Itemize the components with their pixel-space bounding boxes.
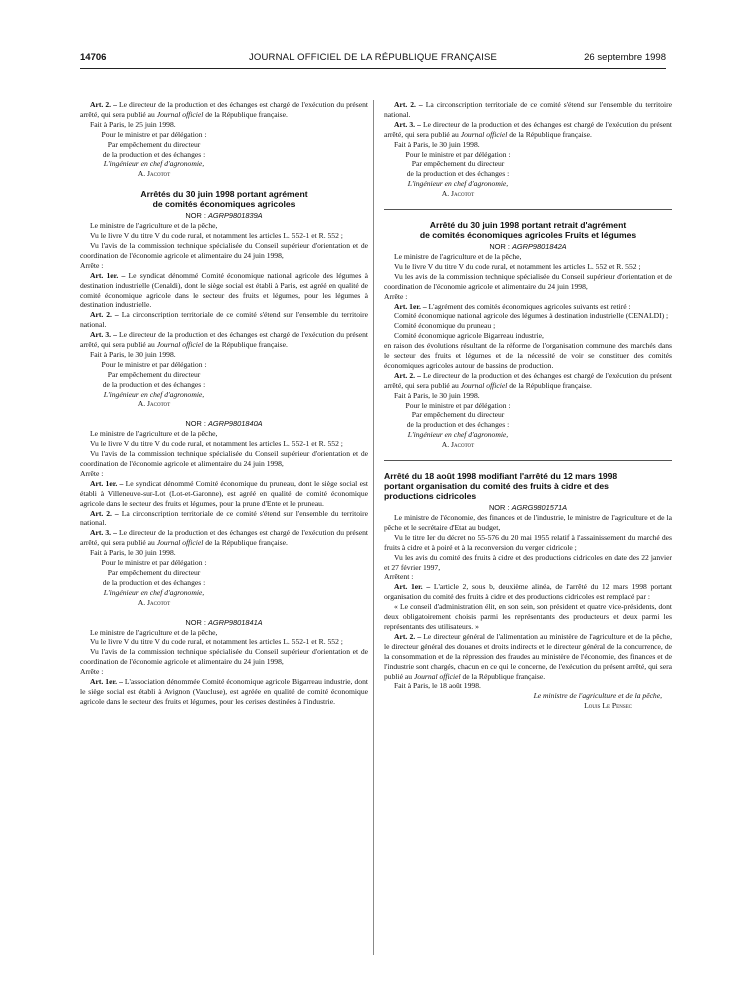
article-paragraph: Art. 1er. – Le syndicat dénommé Comité économique du pruneau, dont le siège social est établi à Villeneuve-sur-Lot (Lot-et-Garonne), est agréé en qualité de comité économique agricole dans le secteur des fruits et légumes, pour la prune d'Ente et le pruneau.	[80, 478, 368, 508]
signature-line: Pour le ministre et par délégation :	[101, 359, 207, 369]
signature-line: Par empêchement du directeur	[411, 159, 505, 169]
signature-line: L'ingénieur en chef d'agronomie,	[103, 389, 205, 399]
signature-line: de la production et des échanges :	[102, 149, 206, 159]
right-column	[384, 100, 672, 711]
article-paragraph: Art. 3. – Le directeur de la production et des échanges est chargé de l'exécution du présent arrêté, qui sera publié au Journal officiel de la République française.	[384, 119, 672, 139]
signature-line: Le ministre de l'agriculture et de la pêche,	[533, 691, 662, 701]
list-item: Comité économique national agricole des légumes à destination industrielle (CENALDI) ;	[394, 311, 669, 321]
article-paragraph: Art. 3. – Le directeur de la production et des échanges est chargé de l'exécution du présent arrêté, qui sera publié au Journal officiel de la République française.	[80, 330, 368, 350]
article-paragraph: Art. 1er. – L'article 2, sous b, deuxième alinéa, de l'arrêté du 12 mars 1998 portant organisation du comité des fruits à cidre et des productions cidricoles est remplacé par :	[384, 582, 672, 602]
page-number: 14706	[80, 52, 107, 63]
paragraph: Vu le livre V du titre V du code rural, et notamment les articles L. 552 et R. 552 ;	[394, 261, 641, 271]
left-column	[80, 100, 368, 707]
list-item: Comité économique agricole Bigarreau industrie,	[394, 331, 544, 341]
article-paragraph: Art. 2. – Le directeur général de l'alimentation au ministère de l'agriculture et de la pêche, le directeur général des douanes et droits indirects et le directeur général de la concurrence, de la consommation et de la répression des fraudes au ministère de l'économie, des finances et de l'industrie sont chargés, chacun en ce qui le concerne, de l'exécution du présent arrêté, qui sera publié au Journal officiel de la République française.	[384, 631, 672, 681]
nor-reference: NOR : AGRP9801839A	[185, 211, 263, 221]
paragraph: Vu les avis du comité des fruits à cidre et des productions cidricoles en date des 22 janvier et 27 février 1997,	[384, 552, 672, 572]
signature-name: A. Jacotot	[137, 597, 171, 607]
signature-line: de la production et des échanges :	[102, 379, 206, 389]
signature-line: de la production et des échanges :	[406, 420, 510, 430]
signature-line: Pour le ministre et par délégation :	[101, 129, 207, 139]
nor-reference: NOR : AGRP9801841A	[185, 617, 263, 627]
signature-line: Par empêchement du directeur	[411, 410, 505, 420]
issue-date: 26 septembre 1998	[584, 52, 666, 63]
list-item: Comité économique du pruneau ;	[394, 321, 496, 331]
paragraph: Vu l'avis de la commission technique spécialisée du Conseil supérieur d'orientation et de coordination de l'économie agricole et alimentaire du 24 juin 1998,	[80, 240, 368, 260]
fait-line: Fait à Paris, le 18 août 1998.	[394, 681, 481, 691]
signature-line: L'ingénieur en chef d'agronomie,	[407, 430, 509, 440]
paragraph: Vu le livre V du titre V du code rural, et notamment les articles L. 552-1 et R. 552 ;	[90, 439, 343, 449]
signature-name: A. Jacotot	[137, 169, 171, 179]
section-separator	[384, 460, 672, 461]
fait-line: Fait à Paris, le 30 juin 1998.	[90, 349, 176, 359]
signature-line: Par empêchement du directeur	[107, 139, 201, 149]
signature-line: L'ingénieur en chef d'agronomie,	[103, 587, 205, 597]
arrete-label: Arrête :	[80, 260, 104, 270]
arrete-label: Arrête :	[80, 468, 104, 478]
article-paragraph: Art. 2. – La circonscription territoriale de ce comité s'étend sur l'ensemble du territoire national.	[384, 100, 672, 119]
column-divider	[373, 100, 374, 955]
arrete-label: Arrête :	[384, 291, 408, 301]
signature-line: de la production et des échanges :	[406, 169, 510, 179]
article-paragraph: Art. 1er. – L'association dénommée Comité économique agricole Bigarreau industrie, dont le siège social est établi à Avignon (Vaucluse), est agréée en qualité de comité économique agricole dans le secteur des fruits et légumes, pour les cerises destinées à l'industrie.	[80, 677, 368, 706]
signature-name: A. Jacotot	[441, 440, 475, 450]
paragraph: Vu le livre V du titre V du code rural, et notamment les articles L. 552-1 et R. 552 ;	[90, 231, 343, 241]
paragraph: Le ministre de l'agriculture et de la pêche,	[90, 429, 218, 439]
signature-name: A. Jacotot	[441, 189, 475, 199]
nor-reference: NOR : AGRP9801840A	[185, 419, 263, 429]
fait-line: Fait à Paris, le 25 juin 1998.	[90, 119, 176, 129]
decree-title: Arrêté du 18 août 1998 modifiant l'arrêté du 12 mars 1998 portant organisation du comité des fruits à cidre et des productions cidricoles	[384, 471, 618, 502]
paragraph: en raison des évolutions résultant de la réforme de l'organisation commune des marchés dans le secteur des fruits et légumes et de la nécessité de voir se constituer des comités économiques agricoles autour de bassins de production.	[384, 341, 672, 370]
paragraph: Vu l'avis de la commission technique spécialisée du Conseil supérieur d'orientation et de coordination de l'économie agricole et alimentaire du 24 juin 1998,	[80, 647, 368, 667]
signature-line: Par empêchement du directeur	[107, 567, 201, 577]
page-header	[80, 52, 666, 66]
signature-line: de la production et des échanges :	[102, 577, 206, 587]
signature-line: L'ingénieur en chef d'agronomie,	[407, 179, 509, 189]
signature-line: Pour le ministre et par délégation :	[101, 558, 207, 568]
paragraph: Vu les avis de la commission technique spécialisée du Conseil supérieur d'orientation et de coordination de l'économie agricole et alimentaire du 24 juin 1998,	[384, 271, 672, 291]
signature-name: A. Jacotot	[137, 399, 171, 409]
arrete-label: Arrête :	[80, 667, 104, 677]
nor-reference: NOR : AGRG9801571A	[488, 503, 568, 513]
article-paragraph: Art. 1er. – L'agrément des comités économiques agricoles suivants est retiré :	[394, 301, 631, 311]
header-rule	[80, 68, 666, 69]
paragraph: Le ministre de l'agriculture et de la pêche,	[394, 251, 522, 261]
decree-title: Arrêtés du 30 juin 1998 portant agrément de comités économiques agricoles	[140, 189, 308, 210]
signature-line: Par empêchement du directeur	[107, 369, 201, 379]
article-paragraph: Art. 1er. – Le syndicat dénommé Comité économique national agricole des légumes à destination industrielle (Cenaldi), dont le siège social est établi à Paris, est agréé en qualité de comité économique agricole dans le secteur des fruits et légumes, pour les légumes à destination industrielle.	[80, 270, 368, 310]
fait-line: Fait à Paris, le 30 juin 1998.	[394, 139, 480, 149]
article-paragraph: Art. 3. – Le directeur de la production et des échanges est chargé de l'exécution du présent arrêté, qui sera publié au Journal officiel de la République française.	[80, 528, 368, 548]
paragraph: Le ministre de l'économie, des finances et de l'industrie, le ministre de l'agriculture et de la pêche et le secrétaire d'Etat au budget,	[384, 513, 672, 532]
article-paragraph: Art. 2. – Le directeur de la production et des échanges est chargé de l'exécution du présent arrêté, qui sera publié au Journal officiel de la République française.	[384, 370, 672, 390]
fait-line: Fait à Paris, le 30 juin 1998.	[90, 548, 176, 558]
quoted-text: « Le conseil d'administration élit, en son sein, son président et quatre vice-présidents, dont deux obligatoirement choisis parmi les représentants des producteurs et deux parmi les représentants des utilisateurs. »	[384, 602, 672, 631]
paragraph: Vu le livre V du titre V du code rural, et notamment les articles L. 552-1 et R. 552 ;	[90, 637, 343, 647]
paragraph: Vu le titre Ier du décret no 55-576 du 20 mai 1955 relatif à l'assainissement du marché des fruits à cidre et à poiré et à la reconversion du verger cidricole ;	[384, 532, 672, 552]
article-paragraph: Art. 2. – La circonscription territoriale de ce comité s'étend sur l'ensemble du territoire national.	[80, 310, 368, 330]
nor-reference: NOR : AGRP9801842A	[489, 242, 567, 252]
paragraph: Le ministre de l'agriculture et de la pêche,	[90, 221, 218, 231]
journal-title: JOURNAL OFFICIEL DE LA RÉPUBLIQUE FRANÇAISE	[248, 52, 498, 63]
article-paragraph: Art. 2. – Le directeur de la production et des échanges est chargé de l'exécution du présent arrêté, qui sera publié au Journal officiel de la République française.	[80, 100, 368, 119]
signature-line: L'ingénieur en chef d'agronomie,	[103, 159, 205, 169]
fait-line: Fait à Paris, le 30 juin 1998.	[394, 390, 480, 400]
signature-name: Louis Le Pensec	[584, 701, 632, 711]
paragraph: Le ministre de l'agriculture et de la pêche,	[90, 627, 218, 637]
decree-title: Arrêté du 30 juin 1998 portant retrait d'agrément de comités économiques agricoles Fruits et légumes	[419, 220, 637, 241]
paragraph: Vu l'avis de la commission technique spécialisée du Conseil supérieur d'orientation et de coordination de l'économie agricole et alimentaire du 24 juin 1998,	[80, 449, 368, 468]
signature-line: Pour le ministre et par délégation :	[405, 149, 511, 159]
arrete-label: Arrêtent :	[384, 572, 414, 582]
article-paragraph: Art. 2. – La circonscription territoriale de ce comité s'étend sur l'ensemble du territoire national.	[80, 508, 368, 528]
section-separator	[384, 209, 672, 210]
signature-line: Pour le ministre et par délégation :	[405, 400, 511, 410]
